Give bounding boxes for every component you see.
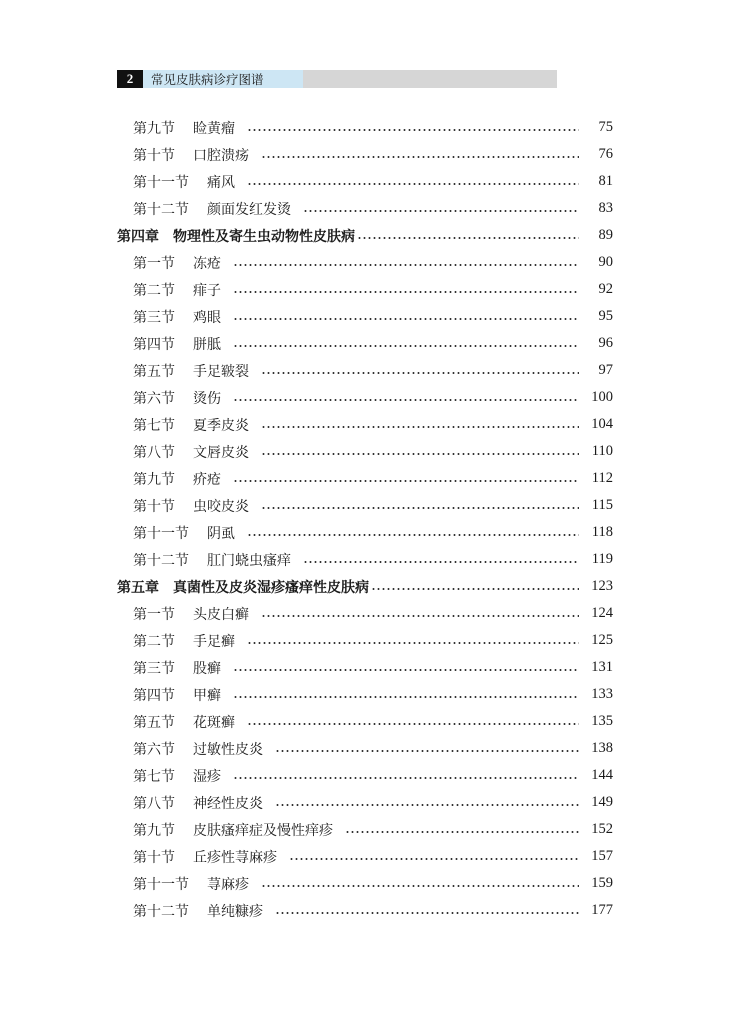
toc-section-row: [133, 681, 613, 708]
toc-entry-title: 甲癣: [193, 687, 221, 704]
dot-leader: [345, 831, 579, 833]
toc-page-number: 96: [598, 335, 613, 351]
dot-leader: [233, 399, 579, 401]
toc-page-number: 119: [591, 551, 613, 567]
dot-leader: [247, 129, 579, 131]
toc-page-number: 124: [591, 605, 613, 621]
page-number: 2: [117, 70, 143, 88]
toc-section-row: [133, 627, 613, 654]
toc-page-number: 76: [598, 146, 613, 162]
toc-page-number: 131: [591, 659, 613, 675]
dot-leader: [261, 615, 579, 617]
toc-page-number: 125: [591, 632, 613, 648]
toc-page-number: 81: [598, 173, 613, 189]
toc-entry-number: 第十二节: [133, 552, 189, 569]
toc-page-number: 100: [591, 389, 613, 405]
toc-entry-title: 胼胝: [193, 336, 221, 353]
toc-page-number: 159: [591, 875, 613, 891]
toc-section-row: [133, 897, 613, 924]
dot-leader: [247, 723, 579, 725]
toc-section-row: [133, 249, 613, 276]
toc-entry-title: 颜面发红发烫: [207, 201, 291, 218]
dot-leader: [261, 372, 579, 374]
dot-leader: [233, 696, 579, 698]
toc-entry-title: 单纯糠疹: [207, 903, 263, 920]
toc-entry-title: 皮肤瘙痒症及慢性痒疹: [193, 822, 333, 839]
toc-section-row: [133, 600, 613, 627]
toc-entry-number: 第二节: [133, 633, 175, 650]
dot-leader: [303, 561, 579, 563]
toc-section-row: [133, 141, 613, 168]
toc-entry-title: 鸡眼: [193, 309, 221, 326]
toc-page-number: 157: [591, 848, 613, 864]
toc-entry-title: 丘疹性荨麻疹: [193, 849, 277, 866]
toc-entry-number: 第九节: [133, 120, 175, 137]
toc-entry-number: 第七节: [133, 768, 175, 785]
dot-leader: [261, 885, 579, 887]
dot-leader: [247, 642, 579, 644]
toc-page-number: 110: [591, 443, 613, 459]
dot-leader: [233, 777, 579, 779]
toc-entry-number: 第六节: [133, 741, 175, 758]
toc-section-row: [133, 735, 613, 762]
toc-entry-title: 虫咬皮炎: [193, 498, 249, 515]
toc-section-row: [133, 195, 613, 222]
toc-page-number: 83: [598, 200, 613, 216]
toc-section-row: [133, 357, 613, 384]
toc-entry-number: 第十一节: [133, 876, 189, 893]
toc-section-row: [133, 708, 613, 735]
dot-leader: [233, 480, 579, 482]
dot-leader: [275, 912, 579, 914]
toc-page-number: 149: [591, 794, 613, 810]
toc-entry-title: 疥疮: [193, 471, 221, 488]
toc-page-number: 75: [598, 119, 613, 135]
toc-entry-title: 烫伤: [193, 390, 221, 407]
toc-page-number: 115: [591, 497, 613, 513]
toc-entry-number: 第一节: [133, 606, 175, 623]
toc-entry-number: 第五章: [117, 579, 159, 596]
toc-page-number: 135: [591, 713, 613, 729]
toc-section-row: [133, 519, 613, 546]
toc-entry-number: 第三节: [133, 660, 175, 677]
toc-entry-number: 第五节: [133, 714, 175, 731]
toc-entry-title: 手足癣: [193, 633, 235, 650]
toc-section-row: [133, 789, 613, 816]
dot-leader: [247, 534, 579, 536]
toc-section-row: [133, 870, 613, 897]
toc-section-row: [133, 492, 613, 519]
toc-entry-number: 第七节: [133, 417, 175, 434]
toc-entry-number: 第十一节: [133, 174, 189, 191]
toc-page-number: 92: [598, 281, 613, 297]
toc-page-number: 152: [591, 821, 613, 837]
toc-entry-title: 神经性皮炎: [193, 795, 263, 812]
toc-entry-number: 第十节: [133, 849, 175, 866]
toc-entry-title: 痱子: [193, 282, 221, 299]
book-title: 常见皮肤病诊疗图谱: [143, 70, 303, 88]
dot-leader: [233, 345, 579, 347]
toc-entry-title: 过敏性皮炎: [193, 741, 263, 758]
toc-entry-title: 湿疹: [193, 768, 221, 785]
toc-entry-title: 夏季皮炎: [193, 417, 249, 434]
toc-entry-number: 第四章: [117, 228, 159, 245]
dot-leader: [261, 507, 579, 509]
dot-leader: [247, 183, 579, 185]
toc-section-row: [133, 654, 613, 681]
toc-section-row: [133, 168, 613, 195]
toc-entry-number: 第十节: [133, 498, 175, 515]
toc-section-row: [133, 762, 613, 789]
toc-entry-title: 股癣: [193, 660, 221, 677]
toc-section-row: [133, 276, 613, 303]
toc-page-number: 133: [591, 686, 613, 702]
header-bar: [303, 70, 557, 88]
toc-page-number: 89: [598, 227, 613, 243]
toc-entry-number: 第四节: [133, 687, 175, 704]
toc-entry-number: 第三节: [133, 309, 175, 326]
dot-leader: [261, 156, 579, 158]
toc-entry-title: 冻疮: [193, 255, 221, 272]
toc-entry-title: 口腔溃疡: [193, 147, 249, 164]
dot-leader: [233, 669, 579, 671]
toc-chapter-row: [117, 573, 613, 600]
toc-section-row: [133, 303, 613, 330]
toc-entry-title: 真菌性及皮炎湿疹瘙痒性皮肤病: [173, 579, 369, 596]
toc-entry-number: 第十二节: [133, 201, 189, 218]
toc-entry-number: 第十一节: [133, 525, 189, 542]
dot-leader: [275, 750, 579, 752]
toc-entry-title: 阴虱: [207, 525, 235, 542]
toc-page-number: 118: [591, 524, 613, 540]
toc-entry-number: 第八节: [133, 444, 175, 461]
toc-entry-number: 第六节: [133, 390, 175, 407]
dot-leader: [357, 237, 579, 239]
toc-section-row: [133, 384, 613, 411]
toc-section-row: [133, 546, 613, 573]
toc-section-row: [133, 411, 613, 438]
toc-entry-title: 痛风: [207, 174, 235, 191]
toc-entry-title: 花斑癣: [193, 714, 235, 731]
toc-entry-title: 睑黄瘤: [193, 120, 235, 137]
toc-entry-number: 第一节: [133, 255, 175, 272]
toc-page-number: 97: [598, 362, 613, 378]
dot-leader: [289, 858, 579, 860]
dot-leader: [261, 426, 579, 428]
dot-leader: [303, 210, 579, 212]
dot-leader: [233, 291, 579, 293]
toc-page-number: 95: [598, 308, 613, 324]
toc-entry-number: 第四节: [133, 336, 175, 353]
toc-entry-number: 第二节: [133, 282, 175, 299]
toc-entry-number: 第五节: [133, 363, 175, 380]
dot-leader: [233, 318, 579, 320]
toc-entry-title: 手足皲裂: [193, 363, 249, 380]
toc-page-number: 123: [591, 578, 613, 594]
toc-entry-title: 文唇皮炎: [193, 444, 249, 461]
toc-page-number: 177: [591, 902, 613, 918]
toc-section-row: [133, 114, 613, 141]
toc-entry-number: 第九节: [133, 822, 175, 839]
dot-leader: [275, 804, 579, 806]
toc-section-row: [133, 438, 613, 465]
toc-page-number: 144: [591, 767, 613, 783]
toc-page-number: 104: [591, 416, 613, 432]
dot-leader: [233, 264, 579, 266]
toc-entry-title: 物理性及寄生虫动物性皮肤病: [173, 228, 355, 245]
toc-entry-number: 第十二节: [133, 903, 189, 920]
toc-section-row: [133, 843, 613, 870]
toc-page-number: 112: [591, 470, 613, 486]
toc-section-row: [133, 465, 613, 492]
dot-leader: [371, 588, 579, 590]
toc-section-row: [133, 816, 613, 843]
page-header: [117, 70, 557, 88]
toc-entry-number: 第十节: [133, 147, 175, 164]
toc-entry-number: 第九节: [133, 471, 175, 488]
dot-leader: [261, 453, 579, 455]
toc-entry-title: 荨麻疹: [207, 876, 249, 893]
toc-page-number: 90: [598, 254, 613, 270]
toc-entry-number: 第八节: [133, 795, 175, 812]
toc-entry-title: 肛门蛲虫瘙痒: [207, 552, 291, 569]
toc-page-number: 138: [591, 740, 613, 756]
toc-chapter-row: [117, 222, 613, 249]
toc-section-row: [133, 330, 613, 357]
toc-entry-title: 头皮白癣: [193, 606, 249, 623]
